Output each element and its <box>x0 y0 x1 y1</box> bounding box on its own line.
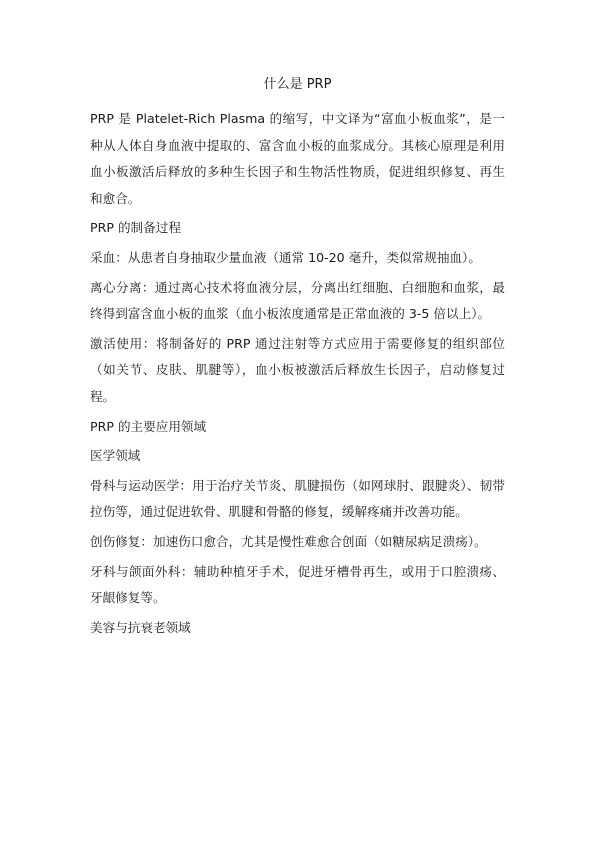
paragraph-dental: 牙科与颌面外科：辅助种植牙手术，促进牙槽骨再生，或用于口腔溃疡、牙龈修复等。 <box>90 563 505 606</box>
document-title: 什么是 PRP <box>263 77 332 92</box>
subsection-heading-cosmetic: 美容与抗衰老领域 <box>90 619 191 635</box>
section-heading-applications: PRP 的主要应用领域 <box>90 418 207 434</box>
paragraph-orthopedics: 骨科与运动医学：用于治疗关节炎、肌腱损伤（如网球肘、跟腱炎）、韧带拉伤等，通过促进软骨、肌腱和骨骼的修复，缓解疼痛并改善功能。 <box>90 477 505 520</box>
paragraph-intro: PRP 是 Platelet-Rich Plasma 的缩写，中文译为“富血小板血浆”，是一种从人体自身血液中提取的、富含血小板的血浆成分。其核心原理是利用血小板激活后释放的多种生长因子和生物活性物质，促进组织修复、再生和愈合。 <box>90 111 505 206</box>
paragraph-activation: 激活使用：将制备好的 PRP 通过注射等方式应用于需要修复的组织部位（如关节、皮肤、肌腱等），血小板被激活后释放生长因子，启动修复过程。 <box>90 335 505 404</box>
section-heading-preparation: PRP 的制备过程 <box>90 220 181 236</box>
paragraph-wound-repair: 创伤修复：加速伤口愈合，尤其是慢性难愈合创面（如糖尿病足溃疡）。 <box>90 533 487 549</box>
subsection-heading-medical: 医学领域 <box>90 448 141 464</box>
paragraph-centrifugation: 离心分离：通过离心技术将血液分层，分离出红细胞、白细胞和血浆，最终得到富含血小板的血浆（血小板浓度通常是正常血液的 3-5 倍以上）。 <box>90 279 505 322</box>
paragraph-blood-collection: 采血：从患者自身抽取少量血液（通常 10-20 毫升，类似常规抽血）。 <box>90 249 481 265</box>
